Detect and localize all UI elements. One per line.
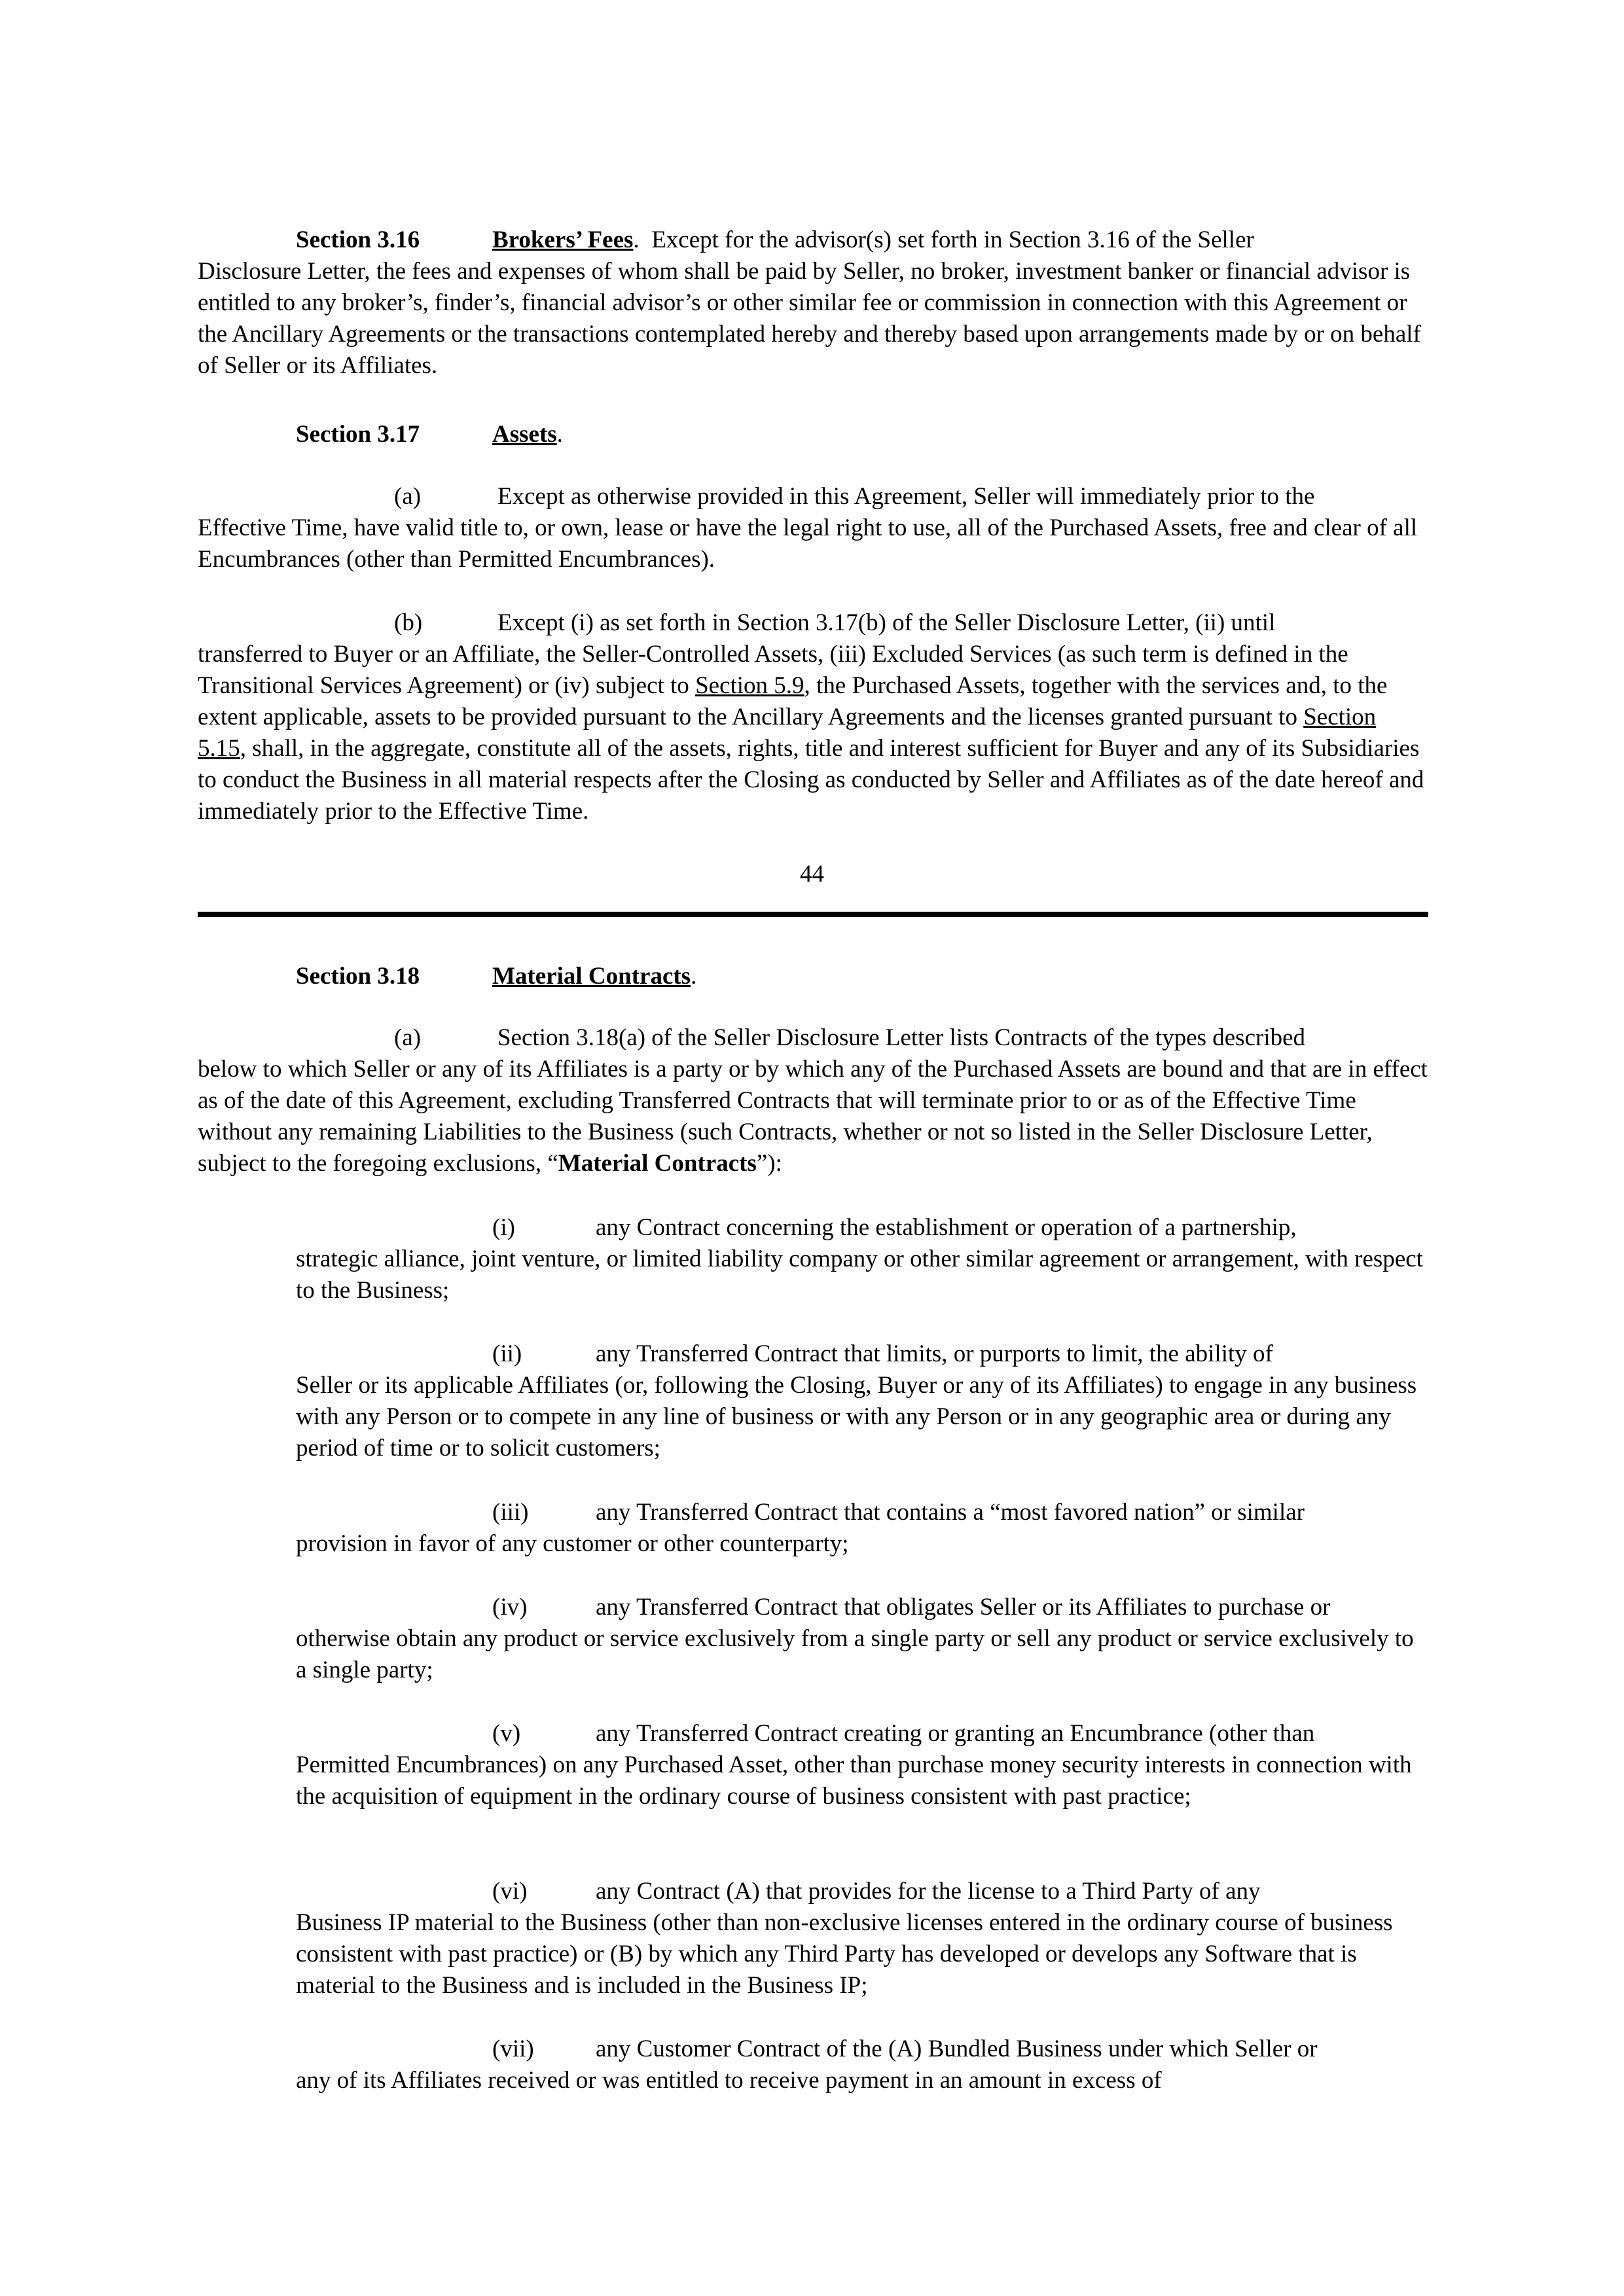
- item-body: Permitted Encumbrances) on any Purchased Asset, other than purchase money security interests in connection with the acquisition of equipment in the ordinary course of business consistent with past practice;: [296, 1751, 1412, 1810]
- section-title: Brokers’ Fees: [492, 226, 634, 253]
- paragraph-first-line: Except as otherwise provided in this Agreement, Seller will immediately prior to the: [497, 483, 1315, 510]
- section-3-17-heading: Section 3.17 Assets.: [198, 419, 1428, 450]
- item-first-line: any Contract concerning the establishment or operation of a partnership,: [596, 1214, 1297, 1241]
- paragraph-first-line: Except for the advisor(s) set forth in Section 3.16 of the Seller: [651, 226, 1254, 253]
- list-item: [296, 1212, 1428, 1306]
- item-body: any of its Affiliates received or was entitled to receive payment in an amount in excess of: [296, 2067, 1162, 2094]
- item-first-line: any Contract (A) that provides for the license to a Third Party of any: [596, 1878, 1261, 1905]
- list-item: [296, 1338, 1428, 1464]
- section-3-16-paragraph: Section 3.16 Brokers’ Fees. Except for the advisor(s) set forth in Section 3.16 of the Seller Disclosure Letter, the fees and expenses of whom shall be paid by Seller, no broker, investment banker or financial advisor is entitled to any broker’s, finder’s, financial advisor’s or other similar fee or commission in connection with this Agreement or the Ancillary Agreements or the transactions contemplated hereby and thereby based upon arrangements made by or on behalf of Seller or its Affiliates.: [198, 224, 1428, 382]
- item-first-line: any Transferred Contract creating or granting an Encumbrance (other than: [596, 1720, 1315, 1747]
- item-label: (vi): [492, 1878, 528, 1905]
- list-item: [296, 1718, 1428, 1812]
- item-label: (iv): [492, 1594, 528, 1621]
- paragraph-body: Effective Time, have valid title to, or own, lease or have the legal right to use, all of the Purchased Assets, free and clear of all Encumbrances (other than Permitted Encumbrances).: [198, 514, 1418, 573]
- item-label: (ii): [492, 1340, 522, 1367]
- list-item: [296, 1592, 1428, 1686]
- item-label: (v): [492, 1720, 521, 1747]
- paragraph-first-line: Section 3.18(a) of the Seller Disclosure Letter lists Contracts of the types described: [497, 1024, 1306, 1051]
- item-label: (iii): [492, 1499, 529, 1526]
- item-first-line: any Transferred Contract that limits, or purports to limit, the ability of: [596, 1340, 1273, 1367]
- item-first-line: any Customer Contract of the (A) Bundled Business under which Seller or: [596, 2036, 1318, 2062]
- paragraph-first-line: Except (i) as set forth in Section 3.17(b) of the Seller Disclosure Letter, (ii) until: [497, 609, 1276, 636]
- clause-label: (b): [394, 609, 423, 636]
- item-label: (vii): [492, 2036, 534, 2062]
- section-number: Section 3.17: [296, 421, 420, 448]
- page-break-divider: [198, 912, 1428, 917]
- item-body: Business IP material to the Business (other than non-exclusive licenses entered in the ordinary course of business consistent with past practice) or (B) by which any Third Party has developed or develops any Software that is material to the Business and is included in the Business IP;: [296, 1909, 1393, 1999]
- section-3-18-heading: Section 3.18 Material Contracts.: [198, 961, 1428, 992]
- section-reference-link[interactable]: Section 5.15: [198, 704, 1377, 762]
- section-number: Section 3.18: [296, 963, 420, 990]
- item-body: otherwise obtain any product or service exclusively from a single party or sell any product or service exclusively to a single party;: [296, 1625, 1414, 1683]
- item-first-line: any Transferred Contract that obligates Seller or its Affiliates to purchase or: [596, 1594, 1331, 1621]
- page-number: 44: [800, 861, 824, 888]
- clause-label: (a): [394, 483, 422, 510]
- item-first-line: any Transferred Contract that contains a “most favored nation” or similar: [596, 1499, 1305, 1526]
- paragraph-body: Disclosure Letter, the fees and expenses of whom shall be paid by Seller, no broker, investment banker or financial advisor is entitled to any broker’s, finder’s, financial advisor’s or other similar fee or commission in connection with this Agreement or the Ancillary Agreements or the transactions contemplated hereby and thereby based upon arrangements made by or on behalf of Seller or its Affiliates.: [198, 258, 1421, 379]
- section-3-17-b-paragraph: (b) Except (i) as set forth in Section 3.17(b) of the Seller Disclosure Letter, (ii) until transferred to Buyer or an Affiliate, the Seller-Controlled Assets, (iii) Excluded Services (as such term is defined in the Transitional Services Agreement) or (iv) subject to Section 5.9, the Purchased Assets, together with the services and, to the extent applicable, assets to be provided pursuant to the Ancillary Agreements and the licenses granted pursuant to Section 5.15, shall, in the aggregate, constitute all of the assets, rights, title and interest sufficient for Buyer and any of its Subsidiaries to conduct the Business in all material respects after the Closing as conducted by Seller and Affiliates as of the date hereof and immediately prior to the Effective Time.: [198, 607, 1428, 827]
- list-item: [296, 1876, 1428, 2001]
- section-3-18-a-paragraph: (a) Section 3.18(a) of the Seller Disclosure Letter lists Contracts of the types described below to which Seller or any of its Affiliates is a party or by which any of the Purchased Assets are bound and that are in effect as of the date of this Agreement, excluding Transferred Contracts that will terminate prior to or as of the Effective Time without any remaining Liabilities to the Business (such Contracts, whether or not so listed in the Seller Disclosure Letter, subject to the foregoing exclusions, “Material Contracts”):: [198, 1022, 1428, 1179]
- section-number: Section 3.16: [296, 226, 420, 253]
- item-body: Seller or its applicable Affiliates (or, following the Closing, Buyer or any of its Affiliates) to engage in any business with any Person or to compete in any line of business or with any Person or in any geographic area or during any period of time or to solicit customers;: [296, 1372, 1417, 1462]
- section-reference-link[interactable]: Section 5.9: [695, 672, 804, 699]
- item-body: provision in favor of any customer or other counterparty;: [296, 1530, 849, 1557]
- item-label: (i): [492, 1214, 515, 1241]
- item-body: strategic alliance, joint venture, or limited liability company or other similar agreement or arrangement, with respect to the Business;: [296, 1246, 1423, 1304]
- clause-label: (a): [394, 1024, 422, 1051]
- section-title: Assets: [492, 421, 557, 448]
- defined-term: Material Contracts: [558, 1150, 757, 1177]
- list-item: [296, 2034, 1428, 2096]
- list-item: [296, 1497, 1428, 1560]
- section-title: Material Contracts: [492, 963, 691, 990]
- section-3-17-a-paragraph: [198, 481, 1428, 575]
